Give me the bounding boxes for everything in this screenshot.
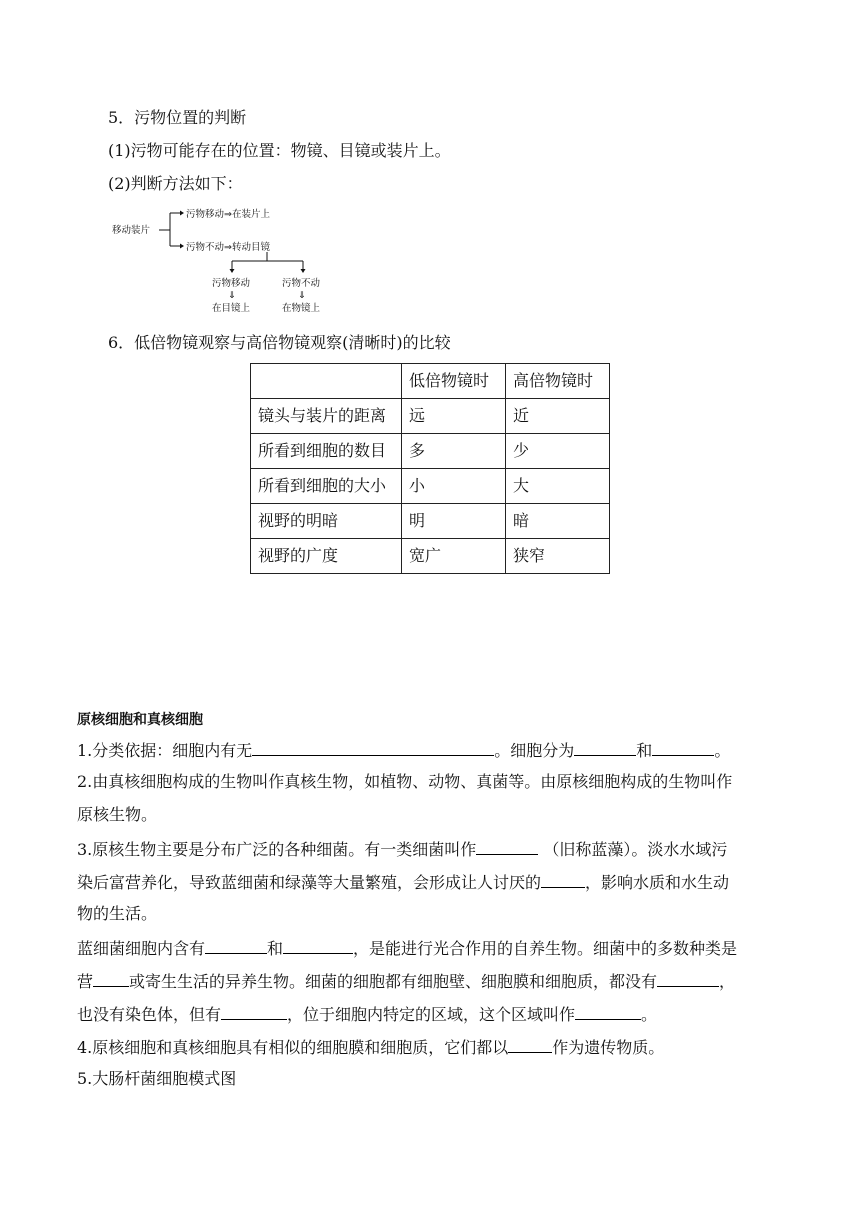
table-header-cell [251,364,402,399]
table-cell-high: 近 [506,399,610,434]
flow-sub-right-arrow: ⇓ [298,290,306,301]
p4-line3-text-c: 。 [641,1005,658,1024]
cells-p6: 5.大肠杆菌细胞模式图 [77,1069,237,1088]
cells-p1 [77,739,730,761]
fill-blank [657,970,719,987]
p5-text-a: 4.原核细胞和真核细胞具有相似的细胞膜和细胞质，它们都以 [77,1038,509,1057]
section6-heading: 6．低倍物镜观察与高倍物镜观察(清晰时)的比较 [108,333,451,352]
flow-branch-a: 污物移动⇒在装片上 [186,209,270,220]
fill-blank [205,937,267,954]
p3-line2-text-a: 染后富营养化，导致蓝细菌和绿藻等大量繁殖，会形成让人讨厌的 [77,873,542,892]
fill-blank [252,739,494,756]
p1-text-a: 1.分类依据：细胞内有无 [77,741,253,760]
table-header-cell: 低倍物镜时 [402,364,506,399]
table-cell-high: 暗 [506,504,610,539]
dirt-location-flowchart [110,203,350,318]
table-row-label: 所看到细胞的数目 [251,434,402,469]
section5-heading: 5．污物位置的判断 [108,108,247,127]
table-header-row [251,364,610,399]
cells-p5 [77,1036,664,1058]
cells-p2-line2: 原核生物。 [77,805,158,824]
p5-text-b: 作为遗传物质。 [552,1038,665,1057]
fill-blank [283,937,353,954]
flow-sub-right-top: 污物不动 [282,278,321,289]
cells-p3-line3: 物的生活。 [77,904,158,923]
p4-text-b: 和 [267,939,284,958]
table-cell-low: 多 [402,434,506,469]
table-cell-low: 远 [402,399,506,434]
p3-text-b: （旧称蓝藻）。淡水水域污 [538,840,728,859]
fill-blank [93,970,129,987]
cells-p2-line1: 2.由真核细胞构成的生物叫作真核生物，如植物、动物、真菌等。由原核细胞构成的生物叫作 [77,772,733,791]
section5-point1: (1)污物可能存在的位置：物镜、目镜或装片上。 [108,141,451,160]
table-header-cell: 高倍物镜时 [506,364,610,399]
flow-sub-left-bottom: 在目镜上 [212,303,251,314]
table-row [251,399,610,434]
flow-sub-left-arrow: ⇓ [228,290,236,301]
cells-p3-line1 [77,838,727,860]
table-row-label: 视野的明暗 [251,504,402,539]
table-cell-high: 大 [506,469,610,504]
p1-text-d: 。 [714,741,731,760]
table-cell-low: 小 [402,469,506,504]
fill-blank [476,838,538,855]
fill-blank [221,1003,287,1020]
fill-blank [508,1036,552,1053]
p4-line3-text-a: 也没有染色体，但有 [77,1005,222,1024]
table-cell-low: 宽广 [402,539,506,574]
p4-text-a: 蓝细菌细胞内含有 [77,939,206,958]
cells-section-title: 原核细胞和真核细胞 [77,712,203,728]
p1-text-b: 。细胞分为 [494,741,575,760]
flow-sub-left-top: 污物移动 [212,278,251,289]
p1-text-c: 和 [636,741,653,760]
fill-blank [652,739,714,756]
flow-branch-b: 污物不动⇒转动目镜 [186,242,270,253]
p4-line3-text-b: ，位于细胞内特定的区域，这个区域叫作 [287,1005,576,1024]
section5-point2: (2)判断方法如下： [108,174,243,193]
table-row-label: 视野的广度 [251,539,402,574]
fill-blank [541,871,585,888]
p4-line2-text-a: 营 [77,972,94,991]
table-cell-low: 明 [402,504,506,539]
p3-text-a: 3.原核生物主要是分布广泛的各种细菌。有一类细菌叫作 [77,840,477,859]
table-cell-high: 少 [506,434,610,469]
p4-line2-text-c: ， [719,972,736,991]
p4-text-c: ，是能进行光合作用的自养生物。细菌中的多数种类是 [353,939,738,958]
table-row [251,539,610,574]
p3-line2-text-b: ，影响水质和水生动 [585,873,730,892]
table-row [251,504,610,539]
table-row-label: 所看到细胞的大小 [251,469,402,504]
flow-root: 移动装片 [112,225,151,236]
fill-blank [575,1003,641,1020]
cells-p4-line3 [77,1003,657,1025]
table-row-label: 镜头与装片的距离 [251,399,402,434]
table-row [251,434,610,469]
cells-p4-line2 [77,970,735,992]
cells-p4-line1 [77,937,737,959]
fill-blank [574,739,636,756]
table-cell-high: 狭窄 [506,539,610,574]
p4-line2-text-b: 或寄生生活的异养生物。细菌的细胞都有细胞壁、细胞膜和细胞质，都没有 [129,972,658,991]
cells-p3-line2 [77,871,729,893]
flow-sub-right-bottom: 在物镜上 [282,303,321,314]
table-row [251,469,610,504]
comparison-table [250,363,610,574]
